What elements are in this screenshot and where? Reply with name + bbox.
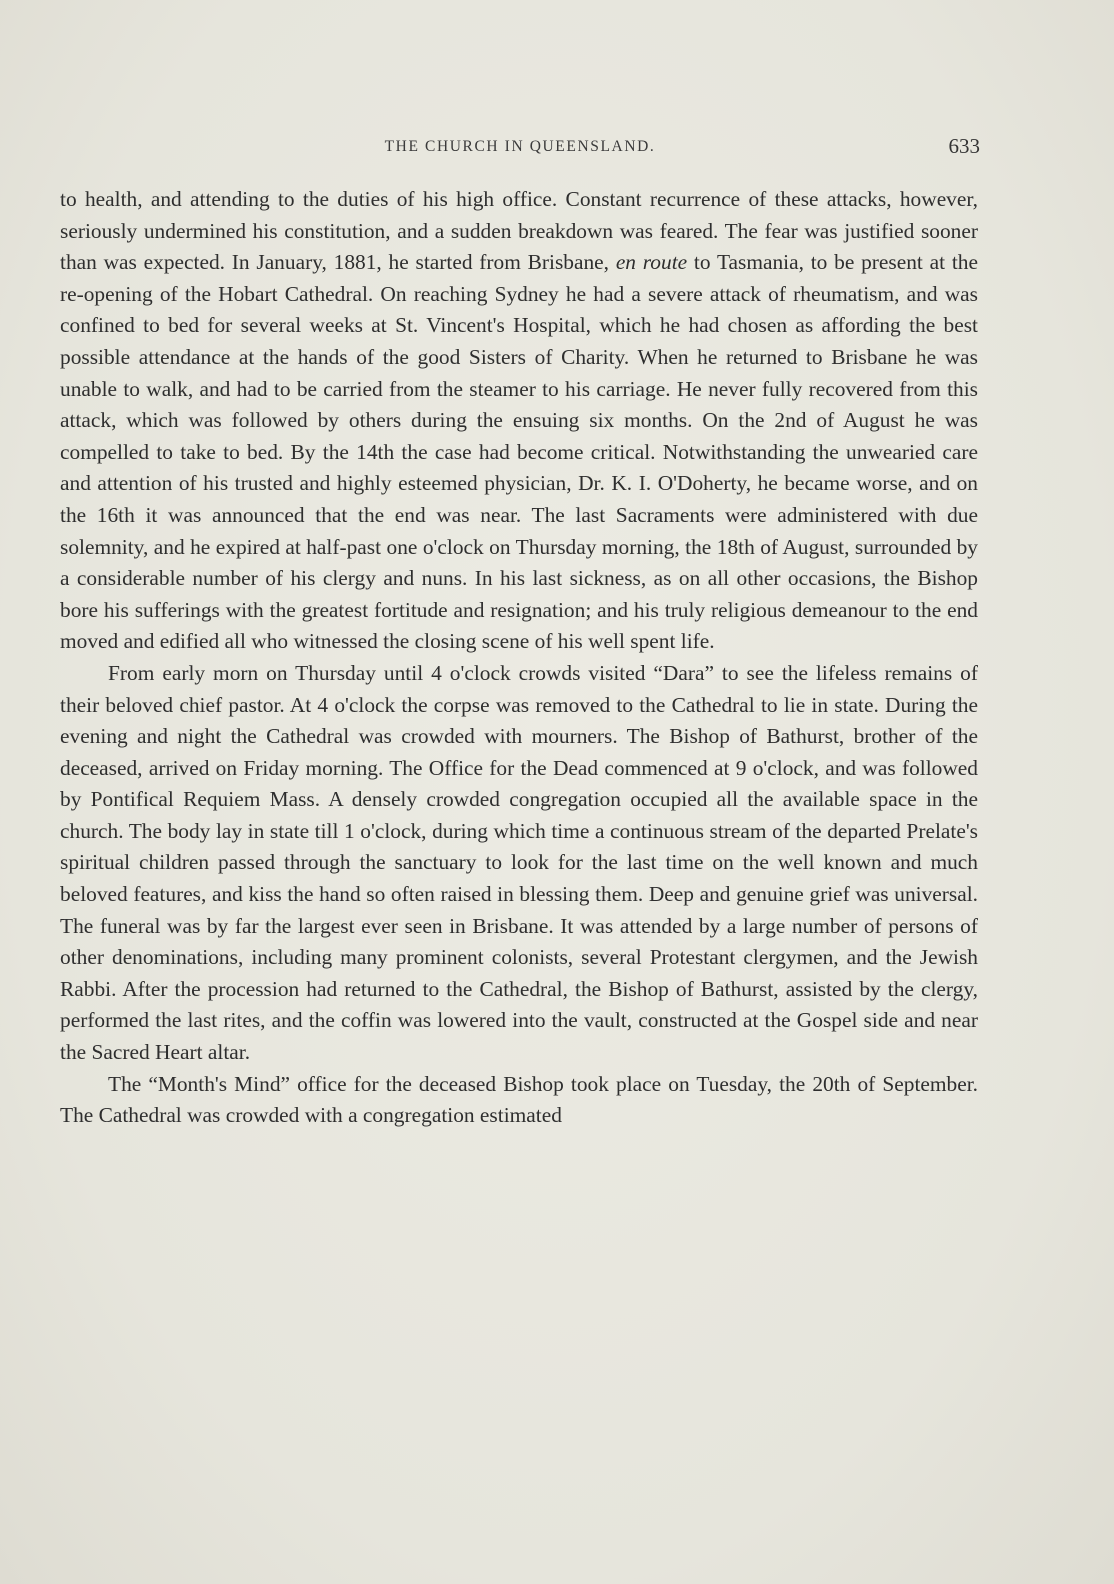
running-title: THE CHURCH IN QUEENSLAND.	[384, 138, 656, 155]
page-number: 633	[948, 134, 980, 158]
running-head	[60, 136, 980, 162]
paragraph-1-italic-phrase: en route	[615, 250, 688, 275]
paragraph-2: From early morn on Thursday until 4 o'clock crowds visited “Dara” to see the lifeless remains of their beloved chief pastor. At 4 o'clock the corpse was removed to the Cathedral to lie in state. During the evening and night the Cathedral was crowded with mourners. The Bishop of Bathurst, brother of the deceased, arrived on Friday morning. The Office for the Dead commenced at 9 o'clock, and was followed by Pontifical Requiem Mass. A densely crowded congregation occupied all the available space in the church. The body lay in state till 1 o'clock, during which time a continuous stream of the departed Prelate's spiritual children passed through the sanctuary to look for the last time on the well known and much beloved features, and kiss the hand so often raised in blessing them. Deep and genuine grief was universal. The funeral was by far the largest ever seen in Brisbane. It was attended by a large number of persons of other denominations, including many prominent colonists, several Protestant clergymen, and the Jewish Rabbi. After the procession had returned to the Cathedral, the Bishop of Bathurst, assisted by the clergy, performed the last rites, and the coffin was lowered into the vault, constructed at the Gospel side and near the Sacred Heart altar.	[60, 660, 978, 1065]
paragraph-3: The “Month's Mind” office for the deceased Bishop took place on Tuesday, the 20th of September. The Cathedral was crowded with a congregation estimated	[60, 1071, 978, 1128]
paragraph-1	[60, 184, 978, 658]
paragraph-1-text-start: to health, and attending to the duties of his high office. Constant recurrence of these attacks, however, seriously undermined his constitution, and a sudden breakdown was feared. The fear was justified sooner than was expected. In January, 1881, he started from Brisbane,	[60, 187, 978, 275]
paragraph-1-text-end: to Tasmania, to be present at the re-opening of the Hobart Cathedral. On reaching Sydney he had a severe attack of rheumatism, and was confined to bed for several weeks at St. Vincent's Hospital, which he had chosen as affording the best possible attendance at the hands of the good Sisters of Charity. When he returned to Brisbane he was unable to walk, and had to be carried from the steamer to his carriage. He never fully recovered from this attack, which was followed by others during the ensuing six months. On the 2nd of August he was compelled to take to bed. By the 14th the case had become critical. Notwithstanding the unwearied care and attention of his trusted and highly esteemed physician, Dr. K. I. O'Doherty, he became worse, and on the 16th it was announced that the end was near. The last Sacraments were administered with due solemnity, and he expired at half-past one o'clock on Thursday morning, the 18th of August, surrounded by a considerable number of his clergy and nuns. In his last sickness, as on all other occasions, the Bishop bore his sufferings with the greatest fortitude and resignation; and his truly religious demeanour to the end moved and edified all who witnessed the closing scene of his well spent life.	[60, 250, 978, 654]
body-text	[60, 184, 978, 1132]
